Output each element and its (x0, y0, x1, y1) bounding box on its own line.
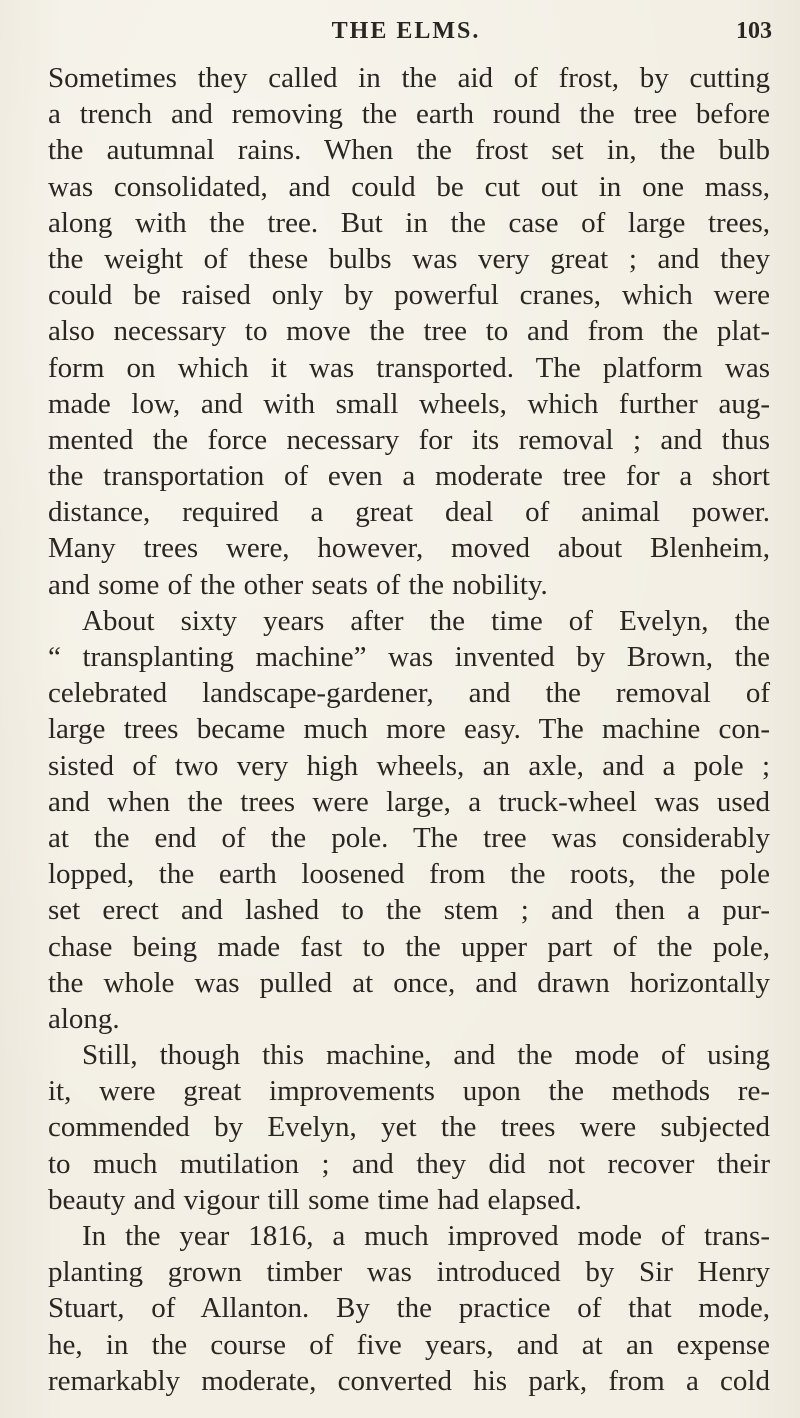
text-line: lopped, the earth loosened from the roots, the pole (48, 858, 770, 891)
text-line: sisted of two very high wheels, an axle, and a pole ; (48, 749, 770, 782)
text-line: and when the trees were large, a truck-wheel was used (48, 785, 770, 818)
text-line: it, were great improvements upon the methods re- (48, 1075, 770, 1108)
text-line: “ transplanting machine” was invented by Brown, the (48, 641, 770, 673)
text-line: Sometimes they called in the aid of frost, by cutting (48, 62, 770, 94)
text-line: the weight of these bulbs was very great ; and they (48, 242, 770, 275)
text-line: form on which it was transported. The platform was (48, 351, 770, 384)
text-line: the autumnal rains. When the frost set in, the bulb (48, 134, 770, 167)
text-line: set erect and lashed to the stem ; and then a pur- (48, 894, 770, 927)
text-line: In the year 1816, a much improved mode of trans- (82, 1220, 770, 1252)
text-line: remarkably moderate, converted his park, from a cold (48, 1364, 770, 1397)
text-line: Stuart, of Allanton. By the practice of that mode, (48, 1292, 770, 1325)
text-line: chase being made fast to the upper part of the pole, (48, 930, 770, 963)
text-line: About sixty years after the time of Evelyn, the (82, 604, 770, 637)
text-line: commended by Evelyn, yet the trees were subjected (48, 1111, 770, 1144)
text-line: made low, and with small wheels, which further aug- (48, 387, 770, 420)
text-line: celebrated landscape-gardener, and the removal of (48, 677, 770, 710)
text-line: Many trees were, however, moved about Blenheim, (48, 532, 770, 565)
text-line: to much mutilation ; and they did not recover their (48, 1147, 770, 1180)
text-line: the whole was pulled at once, and drawn horizontally (48, 966, 770, 999)
running-head (40, 10, 772, 50)
text-line: at the end of the pole. The tree was considerably (48, 821, 770, 854)
text-line: large trees became much more easy. The machine con- (48, 713, 770, 746)
body-text (48, 60, 770, 1399)
text-line: he, in the course of five years, and at an expense (48, 1328, 770, 1361)
text-line: along. (48, 1002, 120, 1035)
text-line: along with the tree. But in the case of large trees, (48, 206, 770, 239)
text-line: planting grown timber was introduced by Sir Henry (48, 1256, 770, 1289)
text-line: and some of the other seats of the nobility. (48, 568, 548, 601)
text-line: the transportation of even a moderate tree for a short (48, 460, 770, 493)
text-line: a trench and removing the earth round the tree before (48, 98, 770, 131)
text-line: distance, required a great deal of animal power. (48, 496, 770, 529)
running-title: THE ELMS. (331, 18, 481, 44)
text-line: was consolidated, and could be cut out in one mass, (48, 170, 770, 203)
text-line: also necessary to move the tree to and from the plat- (48, 315, 770, 348)
text-line: Still, though this machine, and the mode of using (82, 1039, 770, 1072)
text-line: could be raised only by powerful cranes, which were (48, 279, 770, 312)
text-line: beauty and vigour till some time had elapsed. (48, 1183, 582, 1216)
text-line: mented the force necessary for its removal ; and thus (48, 423, 770, 456)
page-number: 103 (736, 18, 772, 44)
